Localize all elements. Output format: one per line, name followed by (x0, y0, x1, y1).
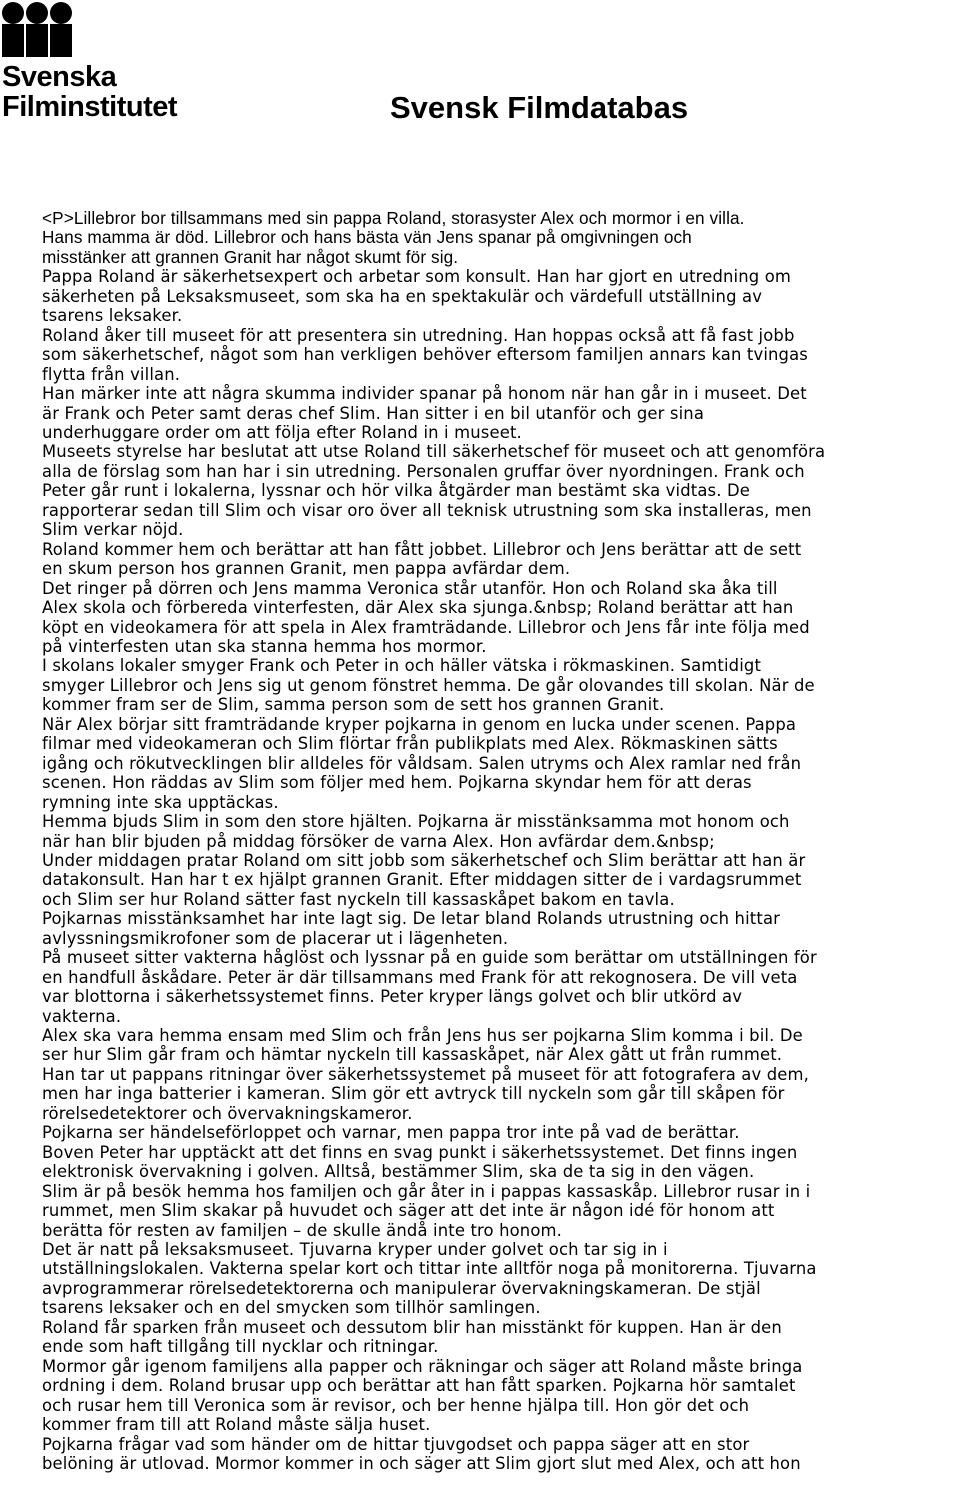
text-line: utställningslokalen. Vakterna spelar kort och tittar inte alltför noga på monitorerna. Tjuvarna (42, 1259, 817, 1279)
text-line: som säkerhetschef, något som han verkligen behöver eftersom familjen annars kan tvingas (42, 345, 808, 365)
text-line: Hemma bjuds Slim in som den store hjälten. Pojkarna är misstänksamma mot honom och (42, 812, 790, 832)
text-line: kommer fram till att Roland måste sälja huset. (42, 1415, 431, 1435)
text-line: Museets styrelse har beslutat att utse Roland till säkerhetschef för museet och att genomföra (42, 442, 826, 462)
text-line: Det ringer på dörren och Jens mamma Veronica står utanför. Hon och Roland ska åka till (42, 578, 778, 598)
text-line: rymning inte ska upptäckas. (42, 792, 279, 812)
text-line: på vinterfesten utan ska stanna hemma hos mormor. (42, 636, 487, 656)
text-line: Slim är på besök hemma hos familjen och går åter in i pappas kassaskåp. Lillebror rusar in i (42, 1181, 811, 1201)
text-line: tsarens leksaker och en del smycken som tillhör samlingen. (42, 1298, 541, 1318)
text-line: avprogrammerar rörelsedetektorerna och manipulerar övervakningskameran. De stjäl (42, 1278, 761, 1298)
text-line: misstänker att grannen Granit har något skumt för sig. (42, 246, 459, 267)
synopsis-text (42, 209, 957, 1473)
text-line: elektronisk övervakning i golven. Alltså, bestämmer Slim, ska de ta sig in den vägen. (42, 1162, 755, 1182)
logo-block (50, 24, 72, 57)
text-line: och Slim ser hur Roland sätter fast nyckeln till kassaskåpet bakom en tavla. (42, 889, 675, 909)
text-line: men har inga batterier i kameran. Slim gör ett avtryck till nyckeln som går till skåpen för (42, 1084, 785, 1104)
text-line: Roland kommer hem och berättar att han fått jobbet. Lillebror och Jens berättar att de sett (42, 539, 802, 559)
logo-wordmark (2, 62, 177, 122)
text-line: belöning är utlovad. Mormor kommer in och säger att Slim gjort slut med Alex, och att hon (42, 1454, 801, 1473)
logo-block (2, 24, 24, 57)
text-line: vakterna. (42, 1006, 122, 1026)
text-line: I skolans lokaler smyger Frank och Peter in och häller vätska i rökmaskinen. Samtidigt (42, 656, 762, 676)
text-line: tsarens leksaker. (42, 306, 183, 326)
text-line: ende som haft tillgång till nycklar och ritningar. (42, 1337, 439, 1357)
site-title: Svensk Filmdatabas (390, 90, 689, 125)
text-line: Pojkarnas misstänksamhet har inte lagt sig. De letar bland Rolands utrustning och hittar (42, 909, 781, 929)
text-line: var blottorna i säkerhetssystemet finns. Peter kryper längs golvet och blir utkörd av (42, 987, 743, 1007)
text-line: Det är natt på leksaksmuseet. Tjuvarna kryper under golvet och tar sig in i (42, 1240, 668, 1260)
text-line: Under middagen pratar Roland om sitt jobb som säkerhetschef och Slim berättar att han är (42, 850, 806, 870)
logo-block (26, 24, 48, 57)
text-line: Alex ska vara hemma ensam med Slim och från Jens hus ser pojkarna Slim komma i bil. De (42, 1026, 803, 1046)
text-line: Roland åker till museet för att presentera sin utredning. Han hoppas också att få fast jobb (42, 325, 795, 345)
text-line: en handfull åskådare. Peter är där tillsammans med Frank för att rekognosera. De vill veta (42, 967, 798, 987)
text-line: en skum person hos grannen Granit, men pappa avfärdar dem. (42, 559, 571, 579)
text-line: och rusar hem till Veronica som är revisor, och ber henne hjälpa till. Hon gör det och (42, 1395, 750, 1415)
text-line: ser hur Slim går fram och hämtar nyckeln till kassaskåpet, när Alex gått ut från rummet. (42, 1045, 783, 1065)
text-line: flytta från villan. (42, 364, 181, 384)
text-line: avlyssningsmikrofoner som de placerar ut i lägenheten. (42, 928, 509, 948)
text-line: Alex skola och förbereda vinterfesten, där Alex ska sjunga.&nbsp; Roland berättar att han (42, 598, 794, 618)
text-line: Slim verkar nöjd. (42, 520, 184, 540)
text-line: säkerheten på Leksaksmuseet, som ska ha en spektakulär och värdefull utställning av (42, 286, 763, 306)
text-line: På museet sitter vakterna håglöst och lyssnar på en guide som berättar om utställningen för (42, 948, 817, 968)
text-line: Roland får sparken från museet och dessutom blir han misstänkt för kuppen. Han är den (42, 1317, 782, 1337)
text-line: filmar med videokameran och Slim flörtar från publikplats med Alex. Rökmaskinen sätts (42, 734, 778, 754)
text-line: Pojkarna frågar vad som händer om de hittar tjuvgodset och pappa säger att en stor (42, 1434, 750, 1454)
logo-dot (2, 2, 24, 24)
text-line: igång och rökutvecklingen blir alldeles för våldsam. Salen utryms och Alex ramlar ned från (42, 753, 802, 773)
text-line: Han märker inte att några skumma individer spanar på honom när han går in i museet. Det (42, 384, 807, 404)
logo-line-1: Svenska (2, 61, 117, 93)
logo-dot (50, 2, 72, 24)
text-line: När Alex börjar sitt framträdande kryper pojkarna in genom en lucka under scenen. Pappa (42, 714, 797, 734)
text-line: Boven Peter har upptäckt att det finns en svag punkt i säkerhetssystemet. Det finns ingen (42, 1142, 798, 1162)
text-line: Peter går runt i lokalerna, lyssnar och hör vilka åtgärder man bestämt ska vidtas. De (42, 481, 750, 501)
text-line: kommer fram ser de Slim, samma person som de sett hos grannen Granit. (42, 695, 665, 715)
text-line: Mormor går igenom familjens alla papper och räkningar och säger att Roland måste bringa (42, 1356, 803, 1376)
text-line: alla de förslag som han har i sin utredning. Personalen gruffar över nyordningen. Frank och (42, 461, 805, 481)
text-line: underhuggare order om att följa efter Roland in i museet. (42, 422, 522, 442)
logo-dot (26, 2, 48, 24)
text-line: är Frank och Peter samt deras chef Slim. Han sitter i en bil utanför och ger sina (42, 403, 705, 423)
text-line: smyger Lillebror och Jens sig ut genom fönstret hemma. De går olovandes till skolan. När de (42, 675, 815, 695)
text-line: <P>Lillebror bor tillsammans med sin pappa Roland, storasyster Alex och mormor i en villa. (42, 208, 745, 228)
text-line: berätta för resten av familjen – de skulle ändå inte tro honom. (42, 1220, 562, 1240)
text-line: Pojkarna ser händelseförloppet och varnar, men pappa tror inte på vad de berättar. (42, 1123, 740, 1143)
text-line: rörelsedetektorer och övervakningskameror. (42, 1103, 413, 1123)
text-line: rummet, men Slim skakar på huvudet och säger att det inte är någon idé för honom att (42, 1201, 775, 1221)
text-line: scenen. Hon räddas av Slim som följer med hem. Pojkarna skyndar hem för att deras (42, 773, 752, 793)
text-line: datakonsult. Han har t ex hjälpt grannen Granit. Efter middagen sitter de i vardagsrummet (42, 870, 802, 890)
text-line: Hans mamma är död. Lillebror och hans bästa vän Jens spanar på omgivningen och (42, 227, 692, 248)
text-line: rapporterar sedan till Slim och visar oro över all teknisk utrustning som ska installeras, men (42, 500, 812, 520)
text-line: Han tar ut pappans ritningar över säkerhetssystemet på museet för att fotografera av dem, (42, 1064, 809, 1084)
text-line: ordning i dem. Roland brusar upp och berättar att han fått sparken. Pojkarna hör samtalet (42, 1376, 796, 1396)
text-line: när han blir bjuden på middag försöker de varna Alex. Hon avfärdar dem.&nbsp; (42, 831, 715, 851)
logo-line-2: Filminstitutet (2, 91, 178, 123)
text-line: Pappa Roland är säkerhetsexpert och arbetar som konsult. Han har gjort en utredning om (42, 267, 791, 287)
svenska-filminstitutet-logo (0, 0, 200, 125)
text-line: köpt en videokamera för att spela in Alex framträdande. Lillebror och Jens får inte följa med (42, 617, 810, 637)
